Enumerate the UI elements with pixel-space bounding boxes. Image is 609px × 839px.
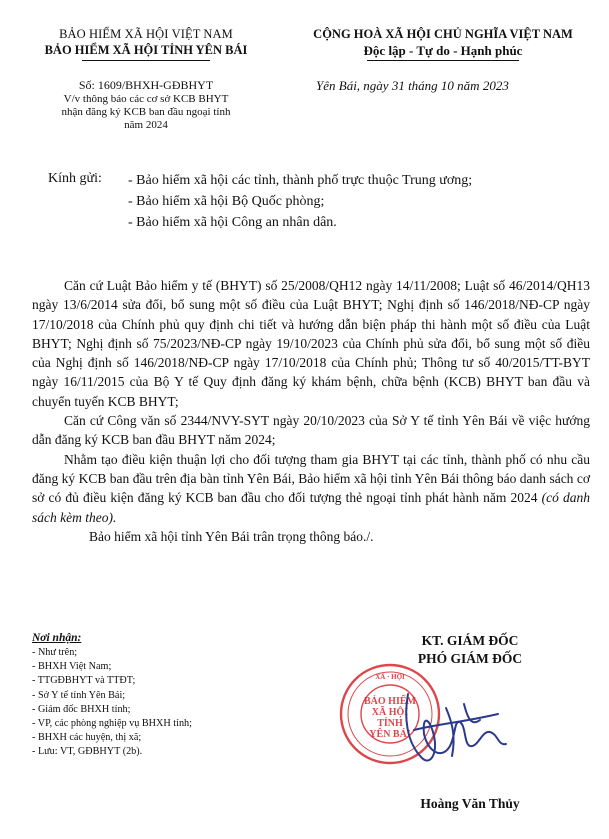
- motto-underline: [367, 60, 519, 61]
- subject-line: V/v thông báo các cơ sở KCB BHYT: [63, 93, 229, 105]
- place-date: Yên Bái, ngày 31 tháng 10 năm 2023: [316, 78, 509, 93]
- distribution-label: Nơi nhận:: [32, 632, 82, 644]
- svg-text:YÊN BÁI: YÊN BÁI: [369, 729, 411, 740]
- svg-text:TỈNH: TỈNH: [377, 718, 403, 729]
- agency-underline: [82, 60, 210, 61]
- subject-line: năm 2024: [124, 119, 168, 131]
- body-paragraph-legal-basis: Căn cứ Luật Bảo hiểm y tế (BHYT) số 25/2008/QH12 ngày 14/11/2008; Luật số 46/2014/QH13 ngày 13/6/2014 sửa đổi, bổ sung một số điều của Luật BHYT; Nghị định số 146/2018/NĐ-CP ngày 17/10/2018 của Chính phủ quy định chi tiết và hướng dẫn biện pháp thi hành một số điều của Luật BHYT; Nghị định số 75/2023/NĐ-CP ngày 19/10/2023 của Chính phủ sửa đổi, bổ sung một số điều của Nghị định số 146/2018/NĐ-CP ngày 17/10/2018 của Chính phủ; Thông tư số 40/2015/TT-BYT ngày 16/11/2015 của Bộ Y tế Quy định đăng ký khám bệnh, chữa bệnh (KCB) BHYT ban đầu và chuyển tuyến KCB BHYT;: [32, 278, 590, 409]
- agency-header: [20, 26, 272, 61]
- svg-text:XÃ · HỘI: XÃ · HỘI: [375, 673, 405, 681]
- nation-name: CỘNG HOÀ XÃ HỘI CHỦ NGHĨA VIỆT NAM: [313, 27, 573, 41]
- national-header: [284, 26, 602, 61]
- document-number: Số: 1609/BHXH-GĐBHYT: [78, 78, 214, 92]
- distribution-item: - Lưu: VT, GĐBHYT (2b).: [32, 746, 143, 758]
- body-paragraph-notice: [32, 450, 590, 527]
- attachment-note: (có danh sách kèm theo).: [32, 490, 590, 525]
- distribution-item: - BHXH Việt Nam;: [32, 661, 112, 673]
- handwritten-signature: [394, 686, 518, 772]
- body-text: [32, 276, 590, 546]
- distribution-item: - TTGĐBHYT và TTĐT;: [32, 675, 136, 687]
- distribution-item: - BHXH các huyện, thị xã;: [32, 732, 142, 744]
- notice-text: Nhằm tạo điều kiện thuận lợi cho đối tượng tham gia BHYT tại các tỉnh, thành phố có nhu cầu đăng ký KCB ban đầu trên địa bàn tỉnh Yên Bái, Bảo hiểm xã hội tỉnh Yên Bái thông báo danh sách cơ sở có đủ điều kiện đăng ký KCB ban đầu cho đối tượng thẻ ngoại tỉnh phát hành năm 2024: [32, 451, 590, 506]
- closing-sentence: Bảo hiểm xã hội tỉnh Yên Bái trân trọng thông báo./.: [89, 528, 374, 544]
- distribution-item: - Sở Y tế tỉnh Yên Bái;: [32, 689, 126, 701]
- recipients-label: Kính gửi:: [48, 171, 102, 186]
- recipient-item: - Bảo hiểm xã hội Bộ Quốc phòng;: [128, 194, 325, 209]
- svg-text:BẢO HIỂM: BẢO HIỂM: [364, 696, 416, 707]
- recipient-item: - Bảo hiểm xã hội Công an nhân dân.: [128, 215, 337, 230]
- distribution-item: - VP, các phòng nghiệp vụ BHXH tỉnh;: [32, 718, 192, 730]
- signature-title-primary: KT. GIÁM ĐỐC: [421, 633, 519, 648]
- document-subject: [20, 93, 272, 132]
- recipient-item: - Bảo hiểm xã hội các tỉnh, thành phố trực thuộc Trung ương;: [128, 173, 473, 188]
- agency-name: BẢO HIỂM XÃ HỘI TỈNH YÊN BÁI: [44, 43, 248, 57]
- svg-text:XÃ HỘI: XÃ HỘI: [371, 707, 409, 718]
- subject-line: nhận đăng ký KCB ban đầu ngoại tỉnh: [61, 106, 231, 118]
- agency-parent-name: BẢO HIỂM XÃ HỘI VIỆT NAM: [59, 27, 233, 41]
- distribution-list: [32, 646, 192, 760]
- distribution-item: - Như trên;: [32, 647, 78, 658]
- recipients-list: [128, 170, 598, 233]
- signature-title-secondary: PHÓ GIÁM ĐỐC: [417, 651, 523, 666]
- distribution-item: - Giám đốc BHXH tỉnh;: [32, 703, 131, 715]
- signer-name: Hoàng Văn Thủy: [420, 796, 520, 811]
- national-motto: Độc lập - Tự do - Hạnh phúc: [363, 43, 523, 58]
- body-paragraph-dispatch: Căn cứ Công văn số 2344/NVY-SYT ngày 20/10/2023 của Sở Y tế tỉnh Yên Bái về việc hướng dẫn đăng ký KCB ban đầu BHYT năm 2024;: [32, 413, 590, 448]
